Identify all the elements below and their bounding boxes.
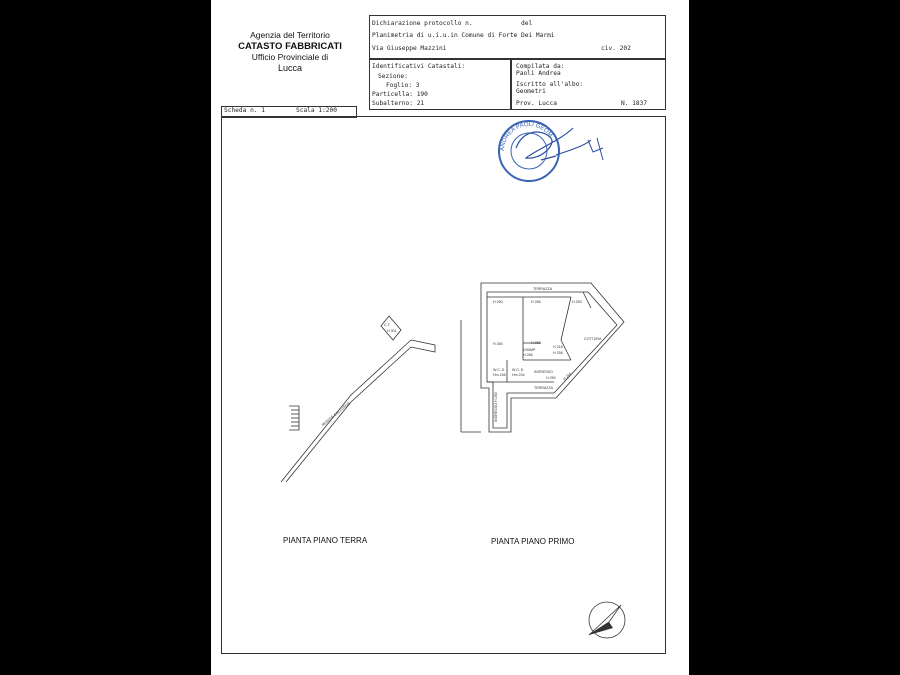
civic-number: civ. 202 (601, 45, 631, 52)
terrazza-top: TERRAZZA (533, 287, 552, 291)
height-mid: H 262 (531, 341, 541, 345)
compilata-name: Paoli Andrea (516, 70, 561, 77)
scala-label: Scala 1:200 (296, 107, 337, 114)
planimetria-label: Planimetria di u.i.u.in Comune di Forte Dei Marmi (372, 32, 555, 39)
albo-label: Geometri (516, 88, 546, 95)
particella-label: Particella: 190 (372, 91, 428, 98)
stair-height: H 250 (494, 392, 498, 402)
height-right: H 244 (562, 371, 573, 382)
first-floor-label: PIANTA PIANO PRIMO (491, 537, 575, 546)
height-250: H 250 (546, 376, 556, 380)
foglio-label: Foglio: 3 (386, 82, 420, 89)
compilata-title: Compilata da: (516, 63, 565, 70)
cottura-label: COTTURA (584, 337, 602, 341)
sezione-label: Sezione: (378, 73, 408, 80)
stamp (499, 121, 603, 181)
agency-name: Agenzia del Territorio (250, 30, 330, 40)
stamp-text: ANDREA PAOLI GEOM. (499, 121, 555, 152)
height-top-right: H 263 (572, 300, 582, 304)
ground-floor-plan (281, 316, 435, 482)
office-label: Ufficio Provinciale di (251, 52, 329, 62)
iscritto-label: Iscritto all'albo: (516, 81, 584, 88)
wc1-height: Hm 246 (493, 373, 506, 377)
identificativi-title: Identificativi Catastali: (372, 63, 466, 70)
disimp-label: DISIMP (523, 348, 536, 352)
height-258: H 258 (553, 351, 563, 355)
catasto-title: CATASTO FABBRICATI (238, 41, 342, 52)
subalterno-label: Subalterno: 21 (372, 100, 425, 107)
address-label: Via Giuseppe Mazzini (372, 45, 447, 52)
cadastral-sheet (211, 0, 689, 675)
terrazza-bottom: TERRAZZA (534, 386, 553, 390)
resede-label: RESEDE ESCLUSIVA (321, 401, 351, 428)
province-label: Prov. Lucca (516, 100, 557, 107)
ingresso-label: INGRESSO (534, 370, 553, 374)
first-floor-plan (461, 283, 624, 432)
ct-label: C.T. (384, 323, 391, 327)
wc1-label: W.C. D (493, 368, 505, 372)
drawing-layer (211, 0, 689, 675)
stair-ingresso: INGRESSO (494, 403, 498, 422)
registration-number: N. 1837 (621, 100, 648, 107)
ground-floor-label: PIANTA PIANO TERRA (283, 536, 368, 545)
ct-height: H 301 (387, 329, 397, 333)
wc2-label: W.C. D (512, 368, 524, 372)
height-top-mid: H 266 (531, 300, 541, 304)
height-mid-left: H 260 (493, 342, 503, 346)
height-top-left: H 260 (493, 300, 503, 304)
scheda-label: Scheda n. 1 (224, 107, 265, 114)
del-label: del (521, 20, 533, 27)
height-218: H 218 (553, 345, 563, 349)
wc2-height: Hm 244 (512, 373, 525, 377)
office-city: Lucca (277, 63, 303, 73)
dichiarazione-label: Dichiarazione protocollo n. (372, 20, 473, 27)
north-arrow-icon (589, 602, 625, 638)
disimp-height: H 266 (523, 353, 533, 357)
